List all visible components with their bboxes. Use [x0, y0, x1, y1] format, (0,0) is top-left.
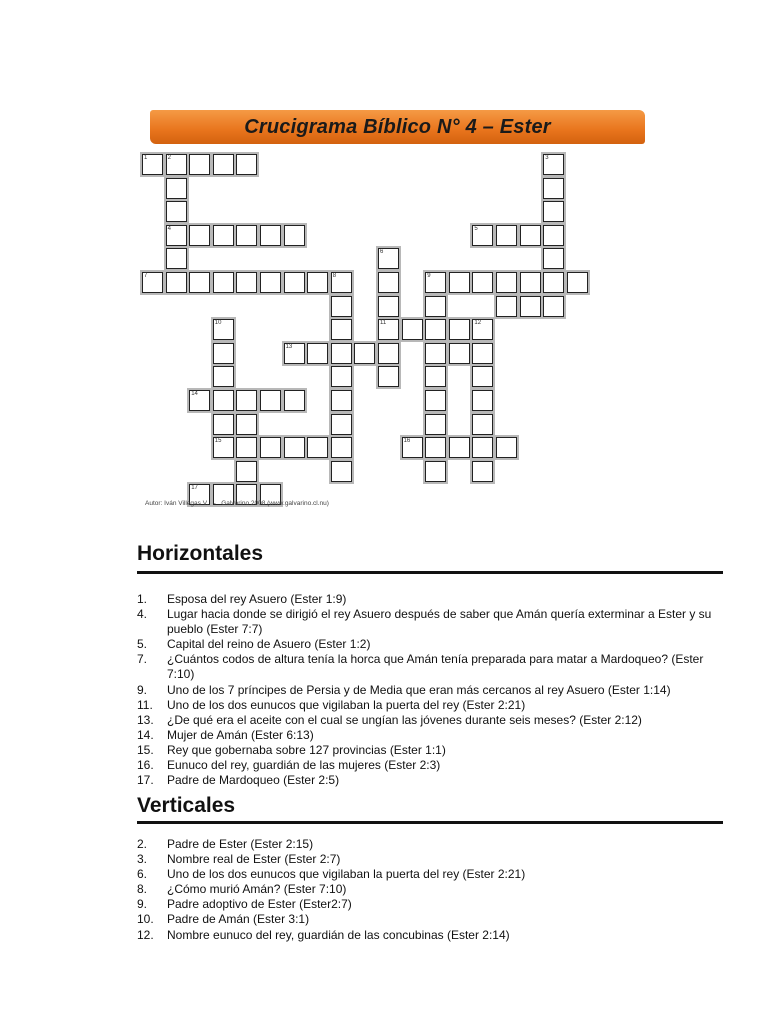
- crossword-cell[interactable]: [331, 461, 352, 482]
- crossword-cell[interactable]: [331, 390, 352, 411]
- cell-number: 11: [380, 320, 387, 327]
- crossword-cell[interactable]: [260, 272, 281, 293]
- cell-number: 12: [474, 320, 482, 327]
- clue-text: Esposa del rey Asuero (Ester 1:9): [167, 592, 347, 606]
- crossword-cell[interactable]: [166, 178, 187, 199]
- cell-number: 3: [545, 155, 549, 161]
- cell-number: 13: [285, 343, 293, 350]
- clue-number: 1.: [137, 592, 148, 606]
- crossword-cell[interactable]: [236, 154, 257, 175]
- crossword-cell[interactable]: [213, 414, 234, 435]
- crossword-cell[interactable]: [260, 225, 281, 246]
- crossword-cell[interactable]: [331, 319, 352, 340]
- clue-number: 4.: [137, 607, 148, 622]
- clue-number: 7.: [137, 652, 148, 667]
- crossword-cell[interactable]: [378, 272, 399, 293]
- vertical-divider: [137, 821, 723, 824]
- crossword-cell[interactable]: [520, 296, 541, 317]
- crossword-cell[interactable]: [543, 272, 564, 293]
- crossword-cell[interactable]: [472, 461, 493, 482]
- cell-number: 9: [427, 273, 431, 279]
- author-credit: Autor: Iván Villegas V. - Galvarino 2008 (www.galvarino.cl.nu): [145, 500, 329, 507]
- clue-number: 17.: [137, 773, 154, 788]
- crossword-cell[interactable]: [449, 437, 470, 458]
- crossword-cell[interactable]: [189, 272, 210, 293]
- clue-text: Padre de Amán (Ester 3:1): [167, 912, 310, 927]
- clue-number: 9.: [137, 682, 148, 697]
- clue-number: 9.: [137, 897, 148, 912]
- crossword-cell[interactable]: [166, 225, 187, 246]
- clue-number: 6.: [137, 867, 148, 882]
- crossword-cell[interactable]: [213, 319, 234, 340]
- crossword-cell[interactable]: [472, 366, 493, 387]
- crossword-cell[interactable]: [213, 437, 234, 458]
- crossword-cell[interactable]: [472, 225, 493, 246]
- crossword-cell[interactable]: [425, 296, 446, 317]
- crossword-cell[interactable]: [378, 248, 399, 269]
- vertical-clue: [137, 852, 727, 867]
- clue-text: Padre adoptivo de Ester (Ester2:7): [167, 897, 352, 912]
- crossword-cell[interactable]: [166, 201, 187, 222]
- vertical-clue: [137, 897, 727, 912]
- crossword-cell[interactable]: [472, 319, 493, 340]
- horizontal-clue: [137, 592, 727, 607]
- horizontal-clue: [137, 637, 727, 652]
- clue-text: Padre de Ester (Ester 2:15): [167, 837, 314, 851]
- clue-text: ¿Cómo murió Amán? (Ester 7:10): [167, 882, 347, 897]
- crossword-cell[interactable]: [331, 437, 352, 458]
- crossword-cell[interactable]: [284, 343, 305, 364]
- crossword-cell[interactable]: [166, 154, 187, 175]
- crossword-cell[interactable]: [449, 343, 470, 364]
- clue-text: Uno de los dos eunucos que vigilaban la puerta del rey (Ester 2:21): [167, 697, 526, 712]
- crossword-cell[interactable]: [166, 248, 187, 269]
- cell-number: 1: [144, 155, 148, 161]
- crossword-cell[interactable]: [425, 390, 446, 411]
- crossword-cell[interactable]: [189, 225, 210, 246]
- cell-number: 8: [332, 273, 337, 279]
- crossword-cell[interactable]: [213, 366, 234, 387]
- clue-number: 5.: [137, 637, 148, 652]
- crossword-cell[interactable]: [284, 437, 305, 458]
- crossword-cell[interactable]: [472, 343, 493, 364]
- crossword-cell[interactable]: [425, 366, 446, 387]
- crossword-cell[interactable]: [472, 414, 493, 435]
- crossword-cell[interactable]: [142, 272, 163, 293]
- clue-text: Nombre eunuco del rey, guardián de las concubinas (Ester 2:14): [167, 927, 510, 942]
- horizontal-clue-list: [137, 592, 727, 788]
- crossword-cell[interactable]: [378, 296, 399, 317]
- clue-number: 10.: [137, 912, 154, 927]
- crossword-cell[interactable]: [425, 343, 446, 364]
- crossword-cell[interactable]: [402, 319, 423, 340]
- vertical-heading: Verticales: [137, 794, 236, 817]
- crossword-cell[interactable]: [567, 272, 588, 293]
- crossword-cell[interactable]: [472, 390, 493, 411]
- cell-number: 6: [380, 249, 384, 256]
- crossword-cell[interactable]: [472, 272, 493, 293]
- crossword-cell[interactable]: [543, 154, 564, 175]
- crossword-cell[interactable]: [402, 437, 423, 458]
- crossword-cell[interactable]: [378, 343, 399, 364]
- clue-number: 16.: [137, 758, 154, 773]
- clue-number: 12.: [137, 927, 154, 942]
- crossword-cell[interactable]: [236, 225, 257, 246]
- crossword-cell[interactable]: [425, 272, 446, 293]
- crossword-cell[interactable]: [378, 366, 399, 387]
- crossword-cell[interactable]: [331, 414, 352, 435]
- cell-number: 17: [191, 485, 198, 492]
- cell-number: 4: [167, 225, 171, 232]
- crossword-cell[interactable]: [307, 343, 328, 364]
- horizontal-clue: [137, 713, 727, 728]
- crossword-cell[interactable]: [189, 154, 210, 175]
- cell-number: 5: [474, 225, 478, 232]
- crossword-cell[interactable]: [236, 437, 257, 458]
- vertical-clue: [137, 837, 727, 852]
- crossword-cell[interactable]: [166, 272, 187, 293]
- crossword-cell[interactable]: [425, 319, 446, 340]
- horizontal-clue: [137, 698, 727, 713]
- crossword-cell[interactable]: [284, 272, 305, 293]
- crossword-cell[interactable]: [543, 178, 564, 199]
- crossword-cell[interactable]: [543, 225, 564, 246]
- cell-number: 14: [191, 391, 198, 397]
- horizontal-clue: [137, 758, 727, 773]
- crossword-cell[interactable]: [260, 437, 281, 458]
- clue-number: 15.: [137, 742, 154, 757]
- horizontal-clue: [137, 683, 727, 698]
- cell-number: 10: [214, 320, 222, 327]
- crossword-cell[interactable]: [378, 319, 399, 340]
- crossword-cell[interactable]: [331, 343, 352, 364]
- clue-text: Rey que gobernaba sobre 127 provincias (Ester 1:1): [167, 742, 446, 757]
- clue-number: 8.: [137, 882, 148, 897]
- clue-text: Uno de los dos eunucos que vigilaban la puerta del rey (Ester 2:21): [167, 867, 526, 882]
- crossword-cell[interactable]: [213, 272, 234, 293]
- clue-text: Uno de los 7 príncipes de Persia y de Media que eran más cercanos al rey Asuero (Ester 1:14): [167, 682, 671, 697]
- horizontal-clue: [137, 607, 727, 637]
- crossword-cell[interactable]: [520, 225, 541, 246]
- crossword-cell[interactable]: [449, 272, 470, 293]
- crossword-cell[interactable]: [543, 201, 564, 222]
- crossword-cell[interactable]: [496, 296, 517, 317]
- clue-text: Eunuco del rey, guardián de las mujeres (Ester 2:3): [167, 758, 441, 773]
- crossword-cell[interactable]: [354, 343, 375, 364]
- clue-text: Mujer de Amán (Ester 6:13): [167, 727, 314, 742]
- clue-text: Padre de Mardoqueo (Ester 2:5): [167, 773, 340, 788]
- crossword-cell[interactable]: [236, 414, 257, 435]
- crossword-cell[interactable]: [520, 272, 541, 293]
- crossword-cell[interactable]: [449, 319, 470, 340]
- horizontal-clue: [137, 743, 727, 758]
- crossword-cell[interactable]: [236, 461, 257, 482]
- clue-number: 14.: [137, 727, 154, 742]
- vertical-clue: [137, 928, 727, 943]
- clue-text: ¿De qué era el aceite con el cual se ungían las jóvenes durante seis meses? (Ester 2:12): [167, 712, 642, 727]
- crossword-cell[interactable]: [307, 272, 328, 293]
- horizontal-heading: Horizontales: [137, 542, 264, 565]
- vertical-clue: [137, 867, 727, 882]
- horizontal-divider: [137, 571, 723, 574]
- crossword-cell[interactable]: [331, 366, 352, 387]
- cell-number: 7: [144, 273, 148, 279]
- crossword-cell[interactable]: [425, 461, 446, 482]
- crossword-cell[interactable]: [213, 343, 234, 364]
- crossword-cell[interactable]: [236, 272, 257, 293]
- cell-number: 2: [167, 155, 171, 161]
- crossword-cell[interactable]: [496, 272, 517, 293]
- crossword-cell[interactable]: [331, 272, 352, 293]
- clue-text: Lugar hacia donde se dirigió el rey Asuero después de saber que Amán quería exterminar a Ester y su pueblo (Ester 7:7): [167, 607, 712, 637]
- crossword-cell[interactable]: [284, 225, 305, 246]
- crossword-cell[interactable]: [496, 225, 517, 246]
- cell-number: 16: [403, 438, 411, 445]
- crossword-cell[interactable]: [543, 248, 564, 269]
- crossword-cell[interactable]: [236, 390, 257, 411]
- vertical-clue: [137, 912, 727, 927]
- crossword-cell[interactable]: [189, 390, 210, 411]
- page-title: Crucigrama Bíblico N° 4 – Ester: [244, 115, 551, 138]
- horizontal-clue: [137, 728, 727, 743]
- horizontal-clue: [137, 773, 727, 788]
- vertical-clue-list: [137, 837, 727, 943]
- crossword-cell[interactable]: [331, 296, 352, 317]
- crossword-cell[interactable]: [472, 437, 493, 458]
- clue-text: Capital del reino de Asuero (Ester 1:2): [167, 637, 371, 652]
- crossword-cell[interactable]: [284, 390, 305, 411]
- clue-number: 3.: [137, 852, 148, 867]
- crossword-cell[interactable]: [142, 154, 163, 175]
- crossword-cell[interactable]: [260, 390, 281, 411]
- crossword-cell[interactable]: [425, 437, 446, 458]
- cell-number: 15: [214, 438, 222, 445]
- crossword-cell[interactable]: [213, 390, 234, 411]
- vertical-clue: [137, 882, 727, 897]
- clue-number: 2.: [137, 837, 148, 851]
- crossword-cell[interactable]: [307, 437, 328, 458]
- clue-text: Nombre real de Ester (Ester 2:7): [167, 852, 341, 867]
- horizontal-clue: [137, 652, 727, 682]
- crossword-cell[interactable]: [543, 296, 564, 317]
- crossword-cell[interactable]: [213, 154, 234, 175]
- crossword-cell[interactable]: [213, 225, 234, 246]
- clue-number: 13.: [137, 712, 154, 727]
- crossword-cell[interactable]: [496, 437, 517, 458]
- clue-number: 11.: [137, 697, 153, 712]
- clue-text: ¿Cuántos codos de altura tenía la horca que Amán tenía preparada para matar a Mardoqueo? (Ester 7:10): [167, 652, 704, 682]
- crossword-cell[interactable]: [425, 414, 446, 435]
